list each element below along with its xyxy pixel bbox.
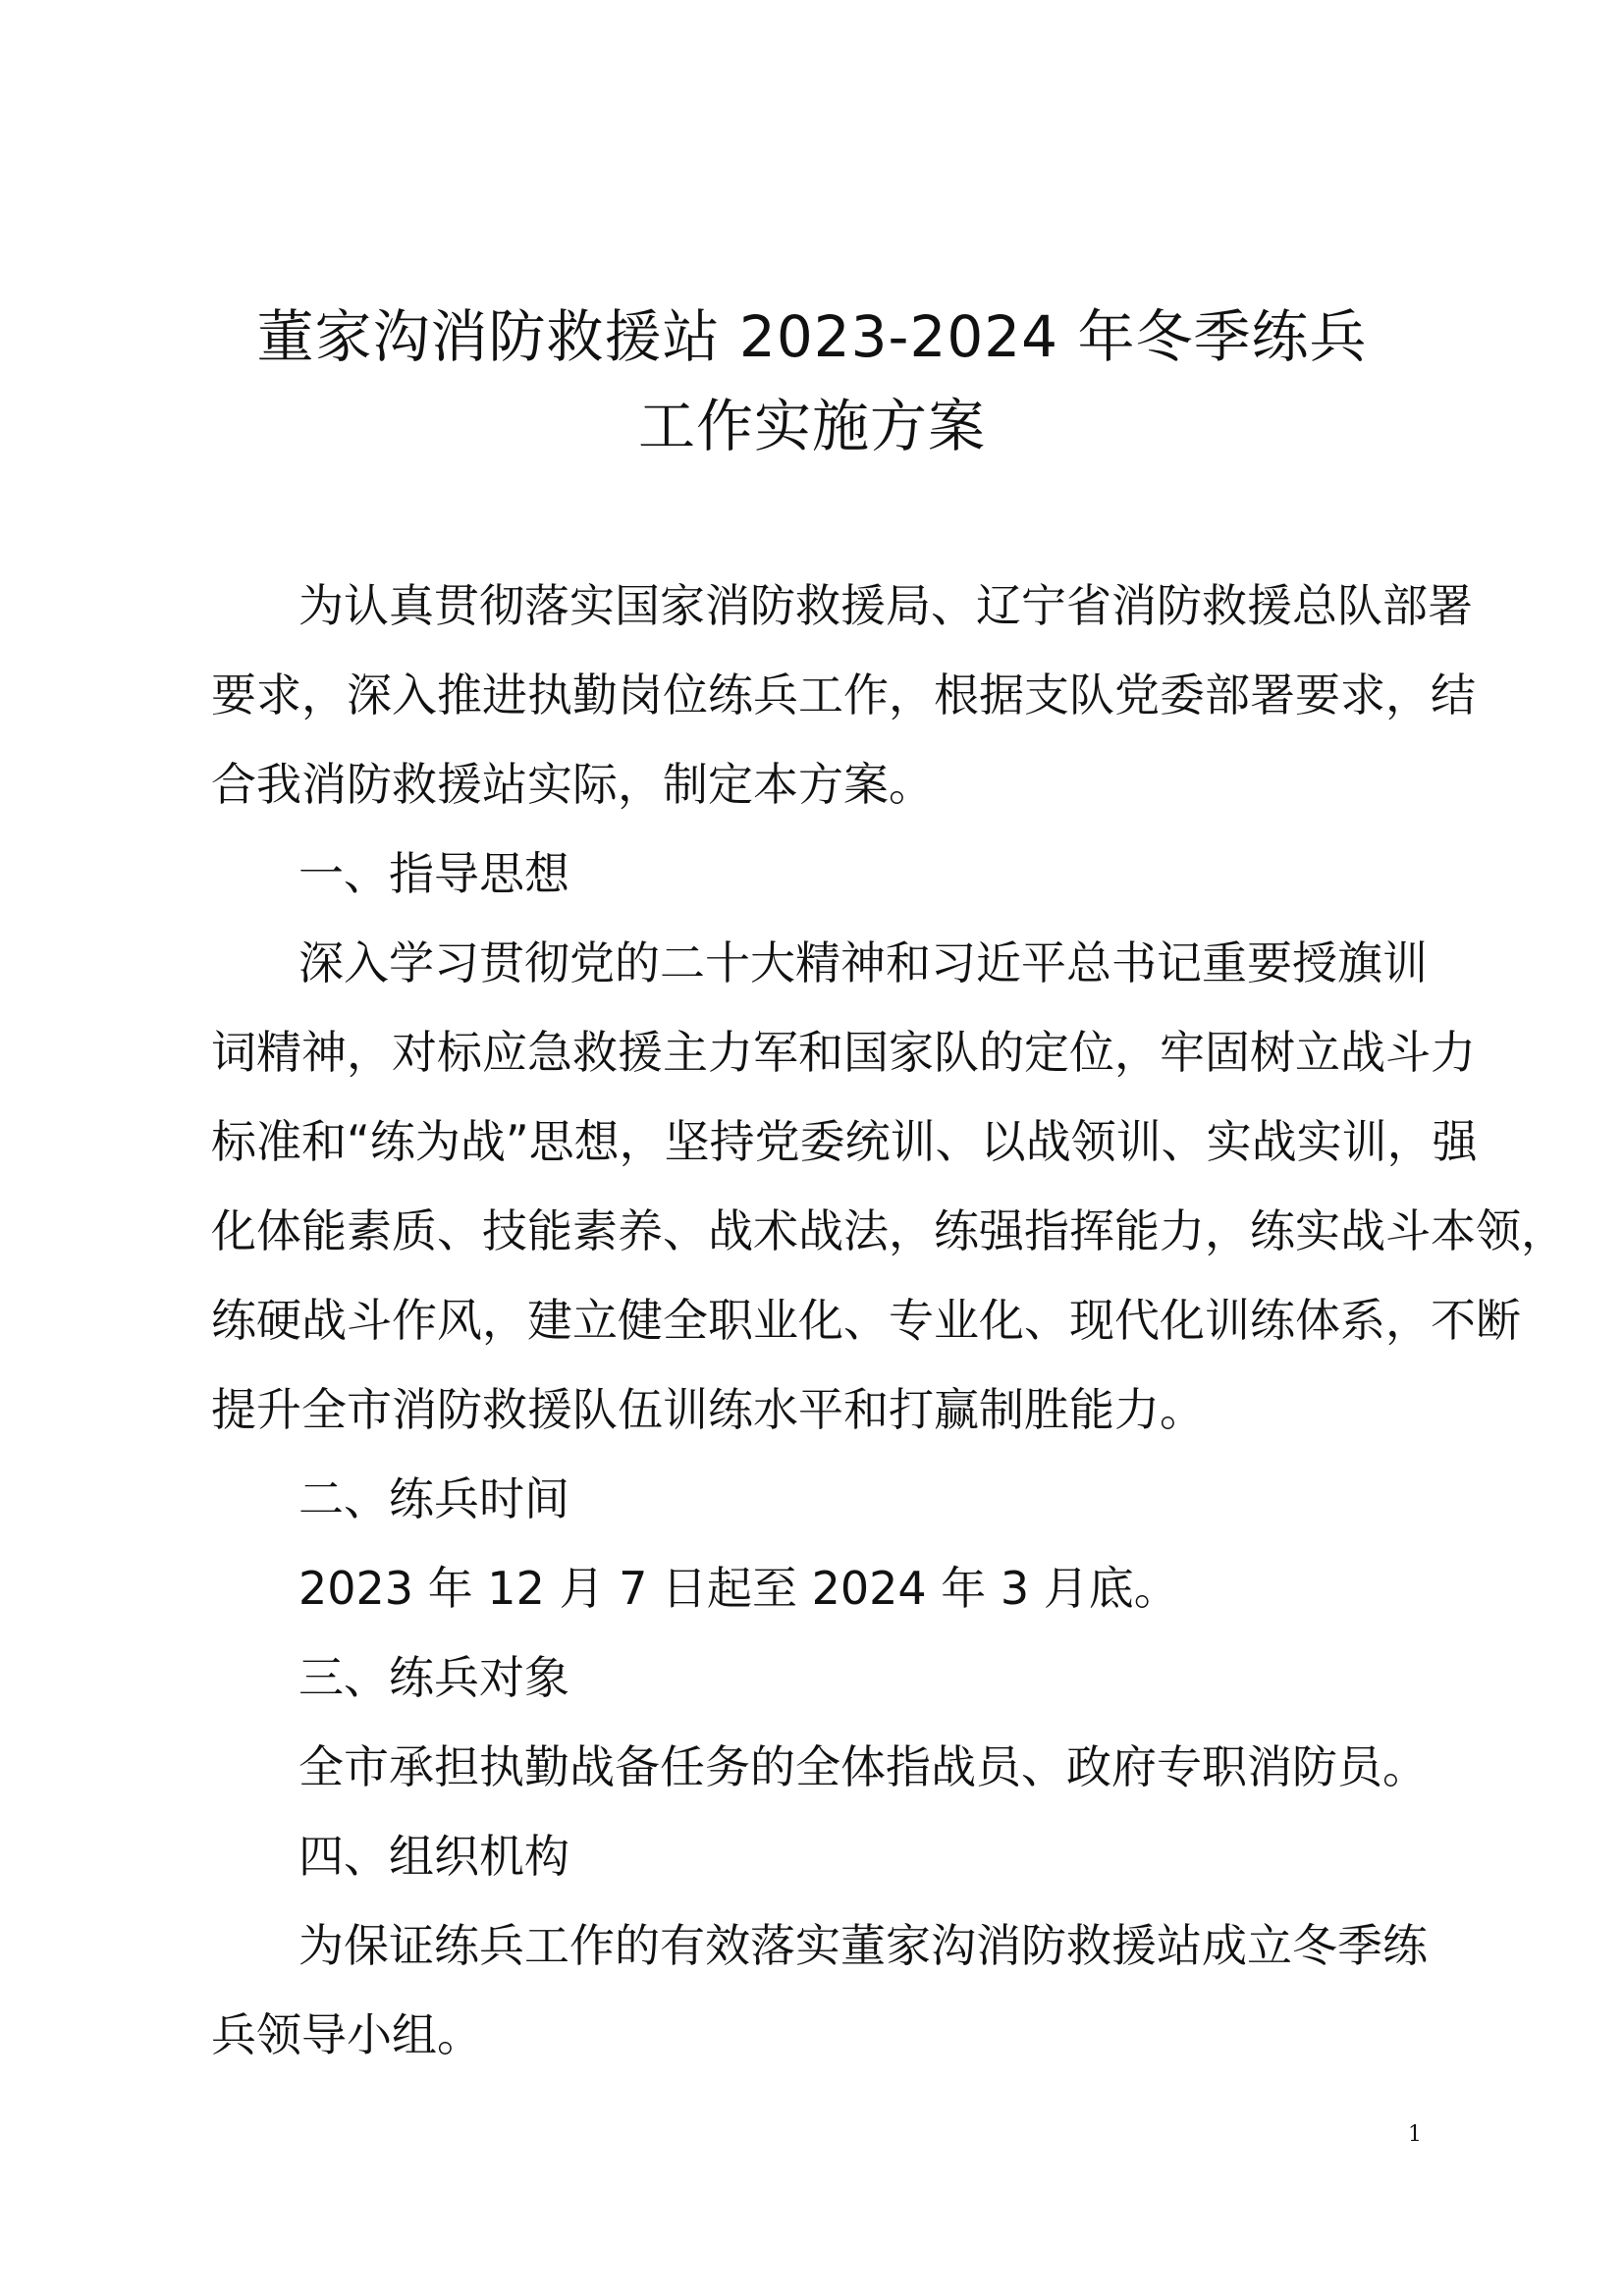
paragraph-intro-line-3: 合我消防救援站实际，制定本方案。 [211, 758, 934, 811]
section-heading-organization: 四、组织机构 [298, 1830, 569, 1883]
paragraph-ideology-line-2: 词精神，对标应急救援主力军和国家队的定位，牢固树立战斗力 [211, 1026, 1476, 1079]
paragraph-ideology-line-5: 练硬战斗作风，建立健全职业化、专业化、现代化训练体系，不断 [211, 1294, 1521, 1347]
document-title-line-1: 董家沟消防救援站 2023-2024 年冬季练兵 [256, 303, 1368, 370]
page-number: 1 [1408, 2122, 1422, 2147]
paragraph-ideology-line-1: 深入学习贯彻党的二十大精神和习近平总书记重要授旗训 [298, 936, 1428, 989]
paragraph-ideology-line-3: 标准和“练为战”思想，坚持党委统训、以战领训、实战实训，强 [211, 1115, 1478, 1168]
paragraph-intro-line-2: 要求，深入推进执勤岗位练兵工作，根据支队党委部署要求，结 [211, 668, 1476, 721]
paragraph-training-time: 2023 年 12 月 7 日起至 2024 年 3 月底。 [298, 1562, 1179, 1615]
section-heading-guiding-ideology: 一、指导思想 [298, 847, 569, 900]
paragraph-training-targets: 全市承担执勤战备任务的全体指战员、政府专职消防员。 [298, 1740, 1428, 1793]
paragraph-organization-line-2: 兵领导小组。 [211, 2008, 482, 2061]
document-title-line-2: 工作实施方案 [637, 393, 986, 459]
paragraph-organization-line-1: 为保证练兵工作的有效落实董家沟消防救援站成立冬季练 [298, 1919, 1428, 1972]
section-heading-training-targets: 三、练兵对象 [298, 1651, 569, 1704]
paragraph-ideology-line-4: 化体能素质、技能素养、战术战法，练强指挥能力，练实战斗本领， [211, 1204, 1566, 1257]
paragraph-ideology-line-6: 提升全市消防救援队伍训练水平和打赢制胜能力。 [211, 1383, 1205, 1436]
section-heading-training-time: 二、练兵时间 [298, 1472, 569, 1525]
paragraph-intro-line-1: 为认真贯彻落实国家消防救援局、辽宁省消防救援总队部署 [298, 579, 1473, 632]
